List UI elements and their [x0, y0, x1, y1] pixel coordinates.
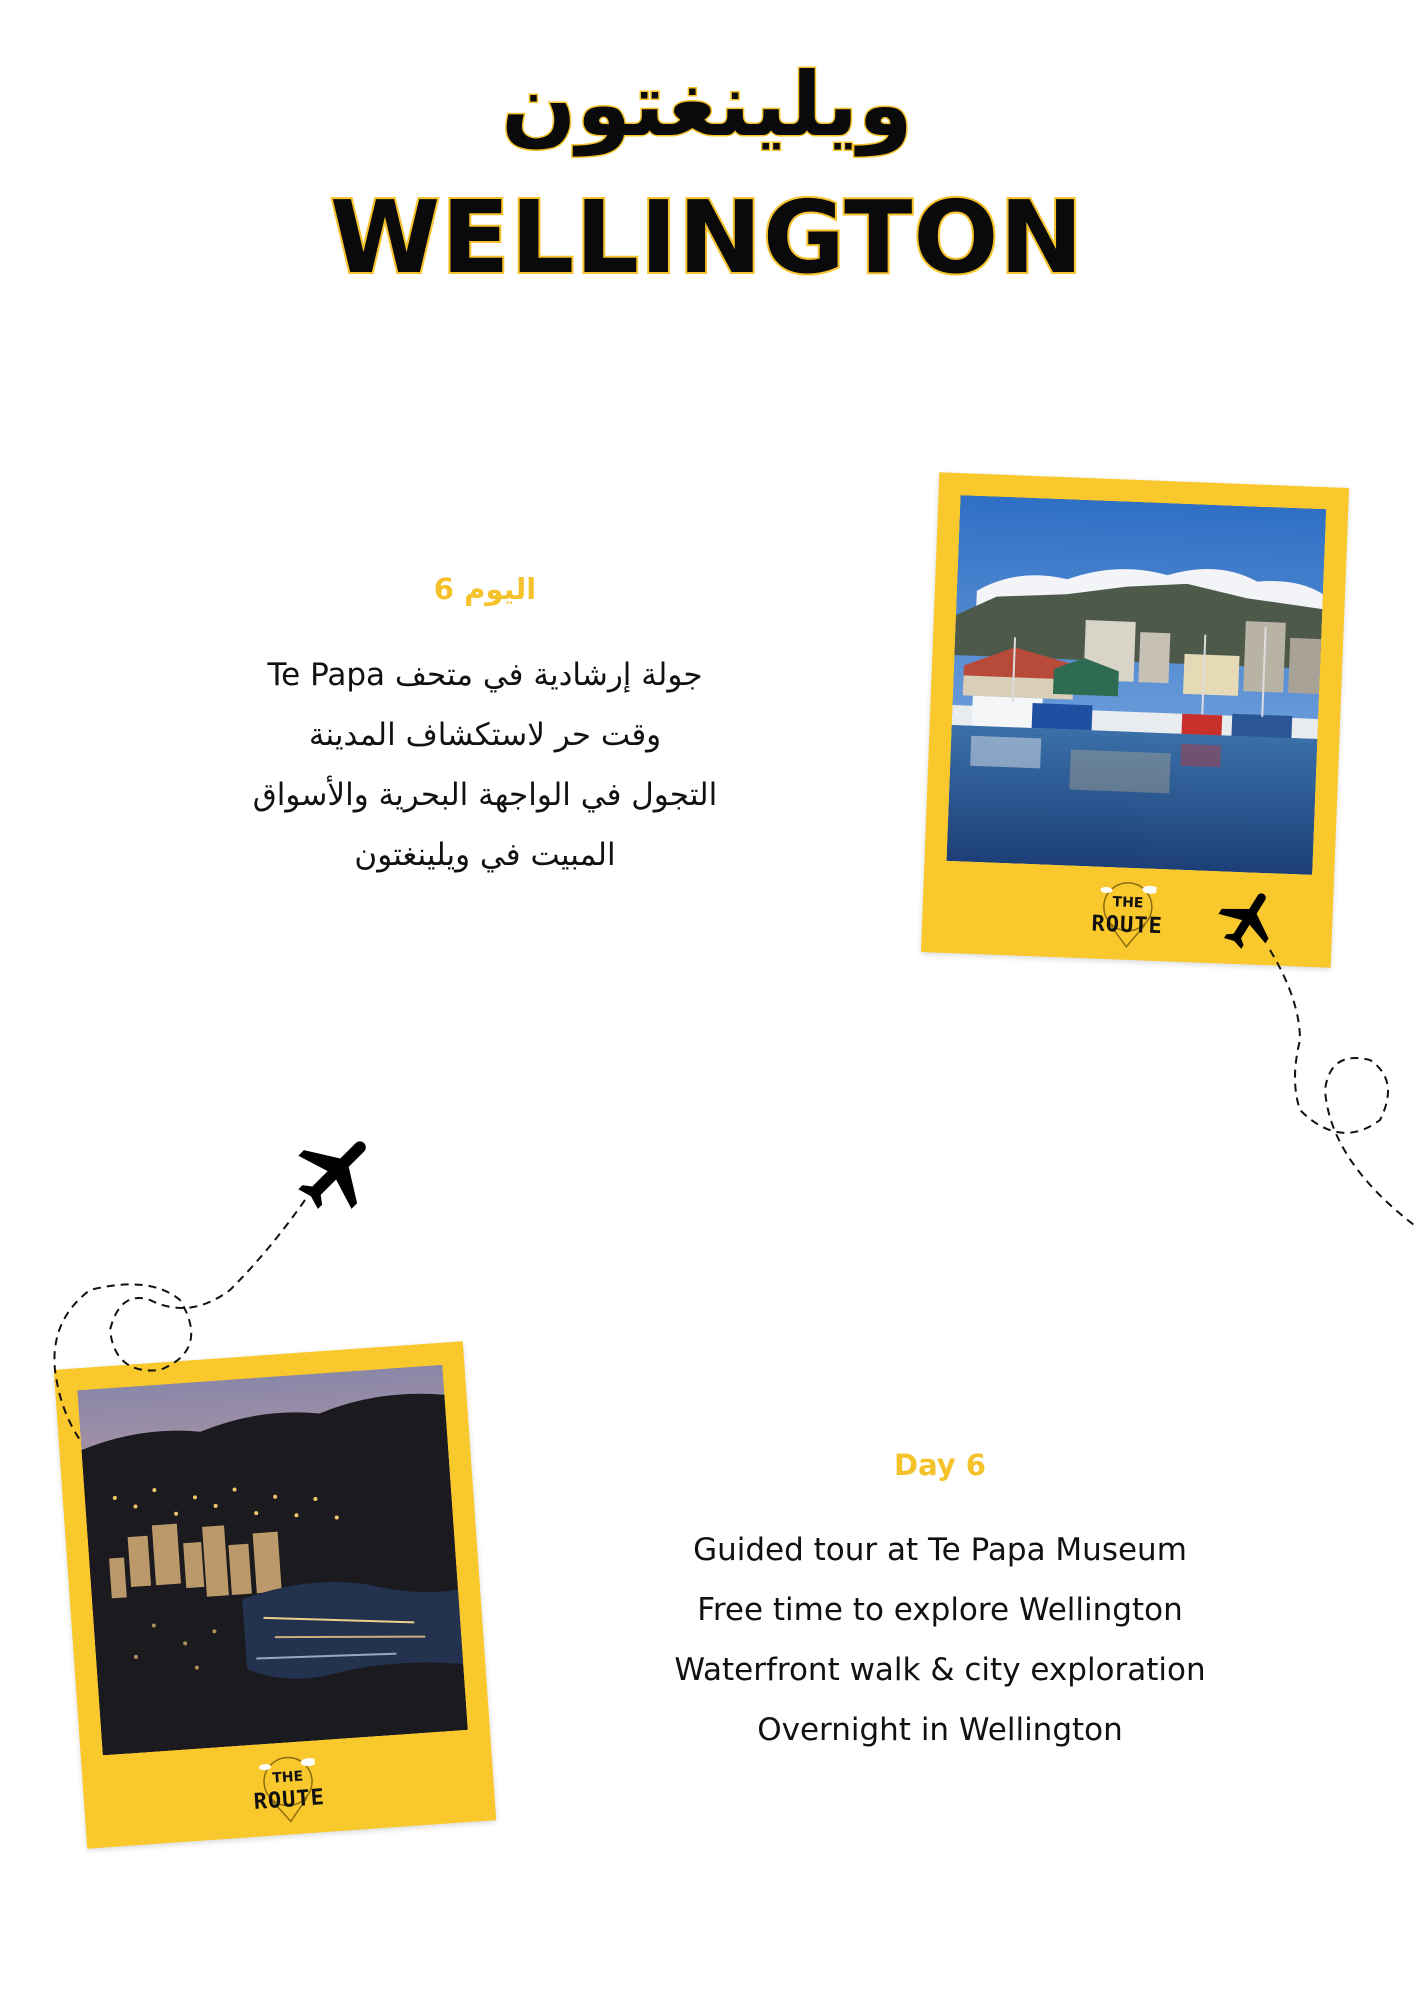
- logo-route-text: ROUTE: [1091, 911, 1164, 940]
- itinerary-list-arabic: [185, 645, 785, 885]
- page-title-arabic: ويلينغتون: [501, 53, 913, 156]
- dashed-flight-path: [1260, 940, 1414, 1240]
- itinerary-item: Overnight in Wellington: [757, 1712, 1123, 1748]
- harbour-photo: [946, 495, 1326, 875]
- page-title-english: WELLINGTON: [329, 179, 1085, 296]
- itinerary-item: Guided tour at Te Papa Museum: [693, 1532, 1187, 1568]
- the-route-logo: [236, 1746, 341, 1833]
- itinerary-item: Free time to explore Wellington: [697, 1592, 1183, 1628]
- itinerary-item: Waterfront walk & city exploration: [674, 1652, 1206, 1688]
- the-route-logo: [1076, 873, 1179, 957]
- itinerary-item: وقت حر لاستكشاف المدينة: [308, 717, 662, 753]
- itinerary-list-english: [640, 1520, 1240, 1760]
- itinerary-item: جولة إرشادية في متحف Te Papa: [267, 657, 703, 693]
- logo-the-text: THE: [271, 1768, 304, 1787]
- day-label-english: Day 6: [894, 1448, 986, 1482]
- polaroid-photo-harbour: [921, 472, 1349, 967]
- logo-the-text: THE: [1112, 894, 1144, 912]
- itinerary-item: المبيت في ويلينغتون: [354, 837, 616, 873]
- logo-route-text: ROUTE: [252, 1785, 326, 1815]
- day-label-arabic: اليوم 6: [433, 572, 537, 606]
- itinerary-item: التجول في الواجهة البحرية والأسواق: [252, 777, 718, 813]
- dashed-flight-path: [40, 1190, 320, 1450]
